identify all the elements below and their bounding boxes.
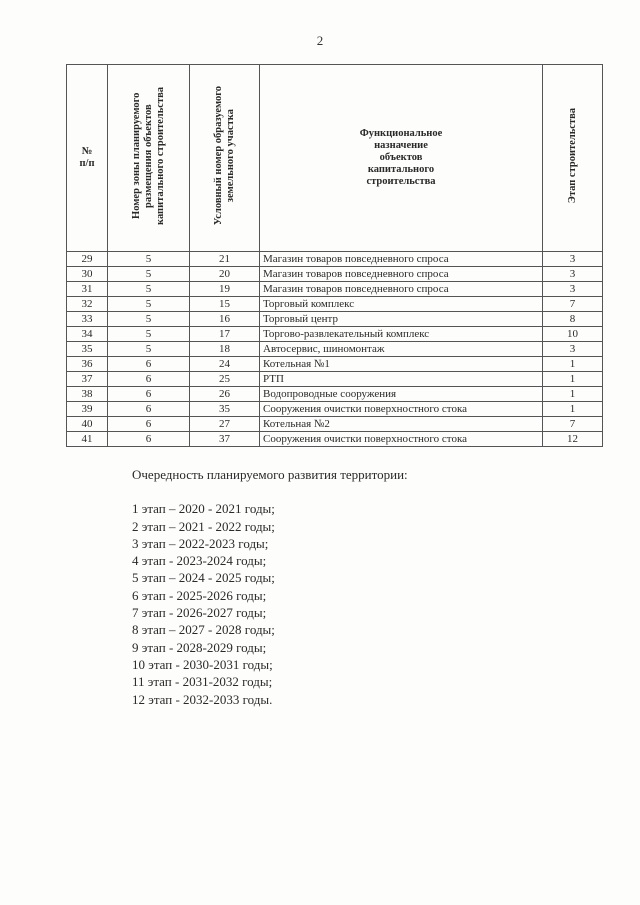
row-zone: 6 [108, 387, 190, 402]
table-row [67, 357, 603, 372]
table-row [67, 342, 603, 357]
row-plot: 16 [190, 312, 260, 327]
row-name: Сооружения очистки поверхностного стока [260, 402, 543, 417]
row-name: Магазин товаров повседневного спроса [260, 282, 543, 297]
row-zone: 6 [108, 417, 190, 432]
table-body [67, 252, 603, 447]
row-name: Котельная №1 [260, 357, 543, 372]
table-header [67, 65, 603, 252]
row-plot: 20 [190, 267, 260, 282]
row-zone: 6 [108, 432, 190, 447]
row-stage: 1 [543, 357, 603, 372]
row-zone: 6 [108, 357, 190, 372]
table-row [67, 312, 603, 327]
row-stage: 12 [543, 432, 603, 447]
row-num: 39 [67, 402, 108, 417]
row-plot: 21 [190, 252, 260, 267]
stage-item: 2 этап – 2021 - 2022 годы; [132, 518, 275, 534]
row-name: Магазин товаров повседневного спроса [260, 252, 543, 267]
row-plot: 26 [190, 387, 260, 402]
row-zone: 5 [108, 282, 190, 297]
table-row [67, 282, 603, 297]
stage-item: 9 этап - 2028-2029 годы; [132, 639, 267, 655]
header-plot-text: Условный номер образуемого земельного участка [212, 86, 236, 226]
table-row [67, 267, 603, 282]
row-name: Торговый комплекс [260, 297, 543, 312]
row-num: 32 [67, 297, 108, 312]
row-plot: 17 [190, 327, 260, 342]
header-num [67, 65, 108, 252]
row-stage: 7 [543, 417, 603, 432]
row-plot: 35 [190, 402, 260, 417]
row-num: 40 [67, 417, 108, 432]
row-stage: 1 [543, 372, 603, 387]
row-name: Котельная №2 [260, 417, 543, 432]
header-function: Функциональное назначение объектов капитального строительства [260, 65, 543, 252]
stage-list [132, 500, 408, 708]
row-num: 37 [67, 372, 108, 387]
page-number: 2 [316, 33, 324, 48]
table-row [67, 297, 603, 312]
row-stage: 3 [543, 282, 603, 297]
row-zone: 5 [108, 267, 190, 282]
row-name: Торгово-развлекательный комплекс [260, 327, 543, 342]
stage-item: 8 этап – 2027 - 2028 годы; [132, 622, 275, 638]
row-stage: 7 [543, 297, 603, 312]
row-name: Автосервис, шиномонтаж [260, 342, 543, 357]
header-zone [108, 65, 190, 252]
table-row [67, 417, 603, 432]
stage-item: 6 этап - 2025-2026 годы; [132, 587, 267, 603]
stage-item: 5 этап – 2024 - 2025 годы; [132, 570, 275, 586]
row-zone: 6 [108, 372, 190, 387]
table-row [67, 372, 603, 387]
row-zone: 6 [108, 402, 190, 417]
stage-item: 10 этап - 2030-2031 годы; [132, 656, 273, 672]
row-num: 29 [67, 252, 108, 267]
row-num: 35 [67, 342, 108, 357]
row-zone: 5 [108, 342, 190, 357]
row-plot: 25 [190, 372, 260, 387]
row-stage: 8 [543, 312, 603, 327]
row-stage: 3 [543, 267, 603, 282]
row-num: 31 [67, 282, 108, 297]
row-plot: 37 [190, 432, 260, 447]
stage-item: 11 этап - 2031-2032 годы; [132, 674, 273, 690]
row-stage: 3 [543, 252, 603, 267]
header-num-text: № п/п [79, 146, 95, 169]
header-stage-text: Этап строительства [566, 108, 578, 204]
row-plot: 19 [190, 282, 260, 297]
header-stage [543, 65, 603, 252]
row-num: 34 [67, 327, 108, 342]
row-zone: 5 [108, 327, 190, 342]
row-num: 41 [67, 432, 108, 447]
row-plot: 18 [190, 342, 260, 357]
table-row [67, 387, 603, 402]
row-name: Магазин товаров повседневного спроса [260, 267, 543, 282]
row-stage: 1 [543, 387, 603, 402]
stage-item: 3 этап – 2022-2023 годы; [132, 535, 269, 551]
table-row [67, 432, 603, 447]
row-stage: 10 [543, 327, 603, 342]
stage-item: 12 этап - 2032-2033 годы. [132, 691, 273, 707]
stage-item: 1 этап – 2020 - 2021 годы; [132, 501, 275, 517]
stage-item: 7 этап - 2026-2027 годы; [132, 605, 267, 621]
row-num: 36 [67, 357, 108, 372]
header-row [67, 65, 603, 252]
row-zone: 5 [108, 297, 190, 312]
header-plot [190, 65, 260, 252]
header-zone-text: Номер зоны планируемого размещения объектов капитального строительства [130, 87, 166, 225]
row-num: 38 [67, 387, 108, 402]
table-row [67, 252, 603, 267]
row-stage: 1 [543, 402, 603, 417]
row-plot: 27 [190, 417, 260, 432]
row-num: 33 [67, 312, 108, 327]
row-zone: 5 [108, 252, 190, 267]
development-stages [132, 466, 408, 708]
stage-item: 4 этап - 2023-2024 годы; [132, 553, 267, 569]
row-plot: 15 [190, 297, 260, 312]
row-stage: 3 [543, 342, 603, 357]
row-name: Торговый центр [260, 312, 543, 327]
row-name: Сооружения очистки поверхностного стока [260, 432, 543, 447]
objects-table [66, 64, 603, 447]
row-name: РТП [260, 372, 543, 387]
stages-title: Очередность планируемого развития территории: [132, 467, 408, 482]
row-num: 30 [67, 267, 108, 282]
row-name: Водопроводные сооружения [260, 387, 543, 402]
table-row [67, 402, 603, 417]
row-zone: 5 [108, 312, 190, 327]
row-plot: 24 [190, 357, 260, 372]
table-row [67, 327, 603, 342]
